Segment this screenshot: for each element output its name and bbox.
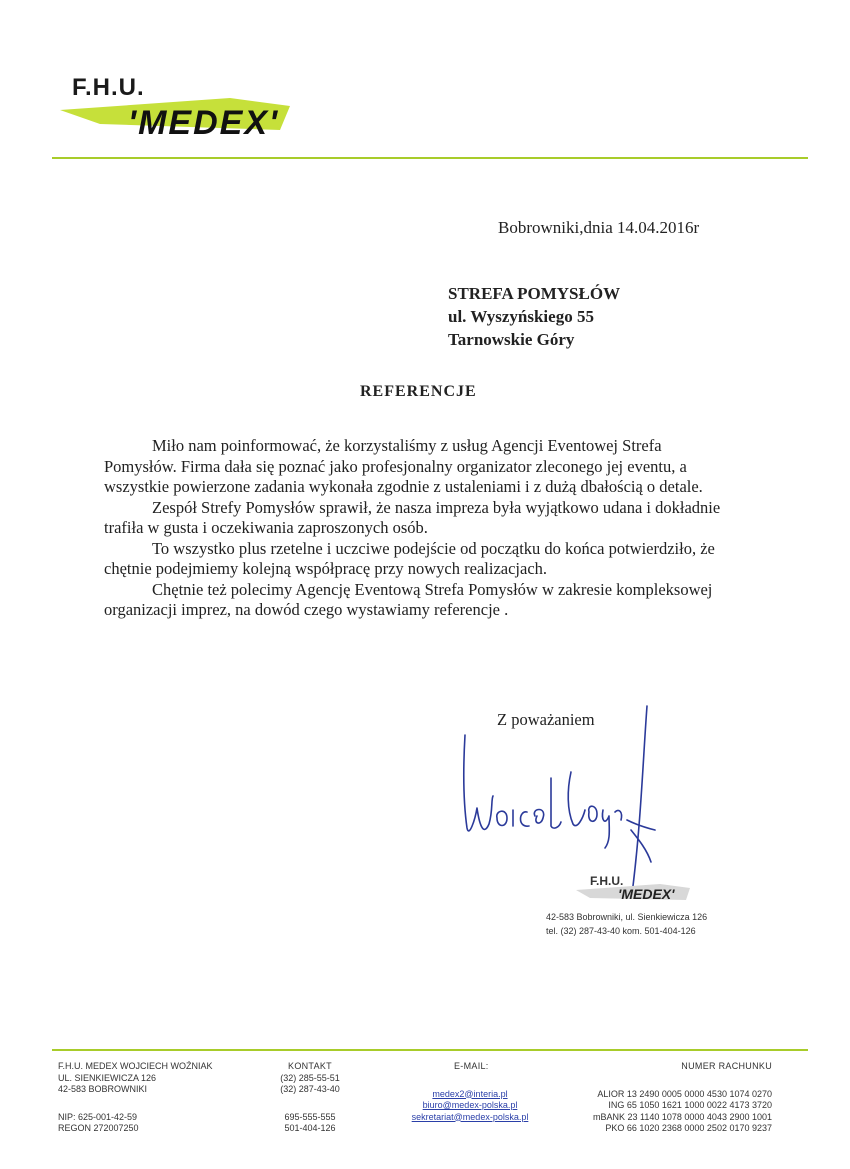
footer-divider bbox=[52, 1049, 808, 1051]
footer-email bbox=[400, 1061, 540, 1123]
footer-phone: (32) 285-55-51 bbox=[280, 1072, 340, 1083]
recipient-address bbox=[448, 282, 620, 351]
recipient-city: Tarnowskie Góry bbox=[448, 330, 575, 349]
footer-email-heading: E-MAIL: bbox=[454, 1061, 489, 1071]
footer-contact bbox=[280, 1061, 340, 1135]
letter-date: Bobrowniki,dnia 14.04.2016r bbox=[498, 218, 700, 237]
body-paragraph: Chętnie też polecimy Agencję Eventową Strefa Pomysłów w zakresie kompleksowej organizacji imprez, na dowód czego wystawiamy referencje . bbox=[104, 579, 713, 619]
bank-account-line: ALIOR 13 2490 0005 0000 4530 1074 0270 bbox=[597, 1088, 772, 1099]
logo-company-brand: 'MEDEX' bbox=[128, 104, 280, 142]
footer-nip: NIP: 625-001-42-59 bbox=[58, 1111, 138, 1122]
footer-company-name: F.H.U. MEDEX WOJCIECH WOŹNIAK bbox=[58, 1061, 213, 1071]
recipient-street: ul. Wyszyńskiego 55 bbox=[448, 307, 594, 326]
footer-company-city: 42-583 BOBROWNIKI bbox=[58, 1084, 148, 1094]
email-link[interactable]: medex2@interia.pl bbox=[432, 1088, 508, 1099]
header-divider bbox=[52, 157, 808, 159]
body-paragraph: Zespół Strefy Pomysłów sprawił, że nasza impreza była wyjątkowo udana i dokładnie trafiła w gusta i oczekiwania zaproszonych osób. bbox=[104, 497, 721, 537]
footer-company bbox=[58, 1061, 213, 1135]
footer-accounts-heading: NUMER RACHUNKU bbox=[681, 1061, 772, 1071]
footer-mobile: 501-404-126 bbox=[284, 1123, 336, 1133]
stamp-company-short: F.H.U. bbox=[590, 874, 624, 888]
stamp-address: 42-583 Bobrowniki, ul. Sienkiewicza 126 bbox=[546, 912, 708, 922]
email-link[interactable]: sekretariat@medex-polska.pl bbox=[411, 1111, 529, 1122]
email-link[interactable]: biuro@medex-polska.pl bbox=[422, 1100, 518, 1110]
stamp-phone: tel. (32) 287-43-40 kom. 501-404-126 bbox=[546, 926, 696, 936]
bank-account-line: PKO 66 1020 2368 0000 2502 0170 9237 bbox=[605, 1123, 772, 1133]
recipient-name: STREFA POMYSŁÓW bbox=[448, 284, 621, 303]
company-logo bbox=[60, 68, 300, 158]
letter-closing: Z poważaniem bbox=[497, 710, 595, 729]
body-paragraph: To wszystko plus rzetelne i uczciwe podejście od początku do końca potwierdziło, że chętnie podejmiemy kolejną współpracę przy nowych realizacjach. bbox=[104, 538, 715, 578]
handwritten-signature bbox=[455, 700, 685, 890]
letter-body bbox=[104, 436, 724, 621]
footer-regon: REGON 272007250 bbox=[58, 1123, 139, 1133]
bank-account-line: ING 65 1050 1621 1000 0022 4173 3720 bbox=[608, 1100, 772, 1110]
stamp-company-brand: 'MEDEX' bbox=[618, 886, 675, 902]
footer-mobile: 695-555-555 bbox=[284, 1111, 336, 1122]
footer-phone: (32) 287-43-40 bbox=[280, 1084, 340, 1094]
document-title: REFERENCJE bbox=[360, 383, 477, 400]
company-stamp bbox=[540, 868, 740, 948]
logo-company-short: F.H.U. bbox=[72, 74, 145, 101]
footer-company-street: UL. SIENKIEWICZA 126 bbox=[58, 1072, 157, 1083]
footer-bank-accounts bbox=[560, 1061, 772, 1135]
body-paragraph: Miło nam poinformować, że korzystaliśmy z usług Agencji Eventowej Strefa Pomysłów. Firma dała się poznać jako profesjonalny organizator zleconego jej eventu, a wszystkie powierzone zadania wykonała zgodnie z ustaleniami i z dużą dbałością o detale. bbox=[104, 436, 703, 496]
bank-account-line: mBANK 23 1140 1078 0000 4043 2900 1001 bbox=[593, 1111, 772, 1122]
footer-contact-heading: KONTAKT bbox=[288, 1061, 332, 1071]
